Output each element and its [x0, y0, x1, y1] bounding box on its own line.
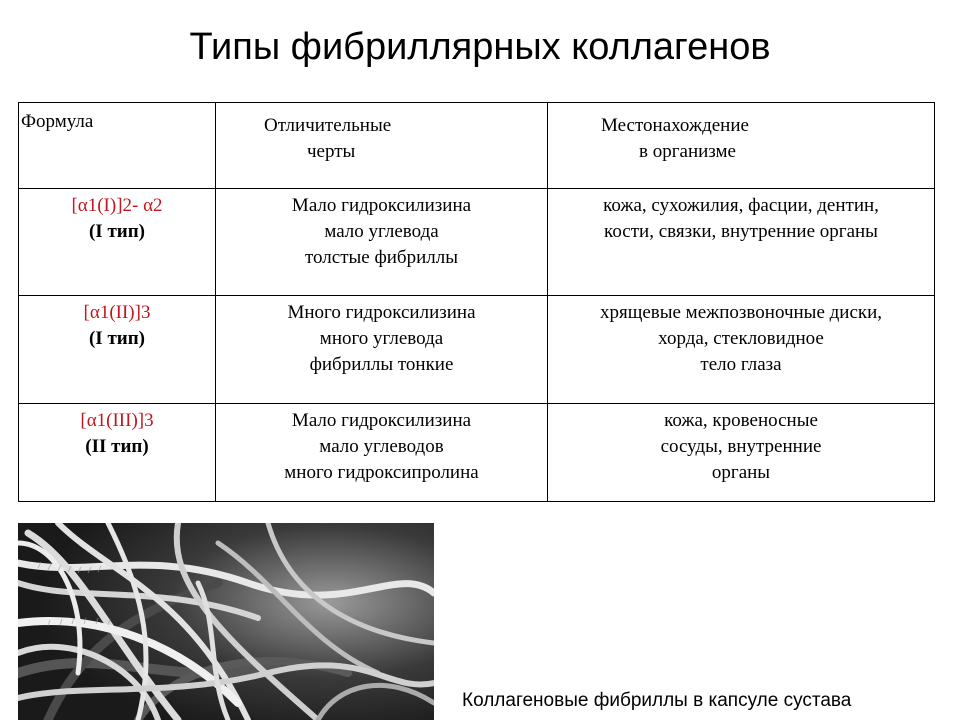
collagen-fibrils-micrograph — [18, 523, 434, 720]
collagen-table — [18, 102, 935, 502]
feature-line: мало углевода — [324, 220, 439, 242]
features-cell — [216, 296, 548, 404]
formula-text: [α1(I)]2- α2 — [71, 194, 163, 216]
formula-text: [α1(III)]3 — [80, 410, 154, 432]
features-cell — [216, 404, 548, 502]
table-header-row — [19, 103, 935, 189]
location-line: кости, связки, внутренние органы — [604, 220, 878, 242]
collagen-type: (II тип) — [85, 436, 149, 458]
formula-cell — [19, 188, 216, 296]
feature-line: Мало гидроксилизина — [291, 410, 472, 432]
header-formula: Формула — [19, 103, 216, 189]
table-row — [19, 188, 935, 296]
header-features-line2: черты — [307, 141, 356, 162]
location-line: органы — [711, 462, 771, 484]
location-line: сосуды, внутренние — [660, 436, 822, 458]
formula-cell — [19, 404, 216, 502]
location-cell — [548, 296, 935, 404]
photo-caption: Коллагеновые фибриллы в капсуле сустава — [462, 690, 852, 711]
location-line: хрящевые межпозвоночные диски, — [599, 302, 883, 324]
feature-line: Много гидроксилизина — [287, 302, 476, 324]
header-features-line1: Отличительные — [264, 115, 392, 136]
header-features — [216, 103, 548, 189]
location-line: тело глаза — [700, 354, 782, 376]
table-row — [19, 296, 935, 404]
header-location-line1: Местонахождение — [601, 115, 749, 136]
collagen-type: (I тип) — [88, 220, 146, 242]
header-location-line2: в организме — [639, 141, 736, 162]
header-location — [548, 103, 935, 189]
features-cell — [216, 188, 548, 296]
table-row — [19, 404, 935, 502]
feature-line: Мало гидроксилизина — [291, 194, 472, 216]
page-title: Типы фибриллярных коллагенов — [189, 26, 771, 68]
micrograph-image — [18, 523, 434, 720]
location-cell — [548, 188, 935, 296]
location-line: кожа, сухожилия, фасции, дентин, — [603, 194, 879, 216]
location-line: кожа, кровеносные — [664, 410, 818, 432]
location-cell — [548, 404, 935, 502]
feature-line: много углевода — [319, 328, 444, 350]
location-line: хорда, стекловидное — [658, 328, 824, 350]
formula-text: [α1(II)]3 — [83, 302, 151, 324]
feature-line: толстые фибриллы — [304, 246, 458, 268]
feature-line: мало углеводов — [319, 436, 444, 458]
feature-line: много гидроксипролина — [284, 462, 479, 484]
feature-line: фибриллы тонкие — [309, 354, 454, 376]
formula-cell — [19, 296, 216, 404]
collagen-type: (I тип) — [88, 328, 146, 350]
